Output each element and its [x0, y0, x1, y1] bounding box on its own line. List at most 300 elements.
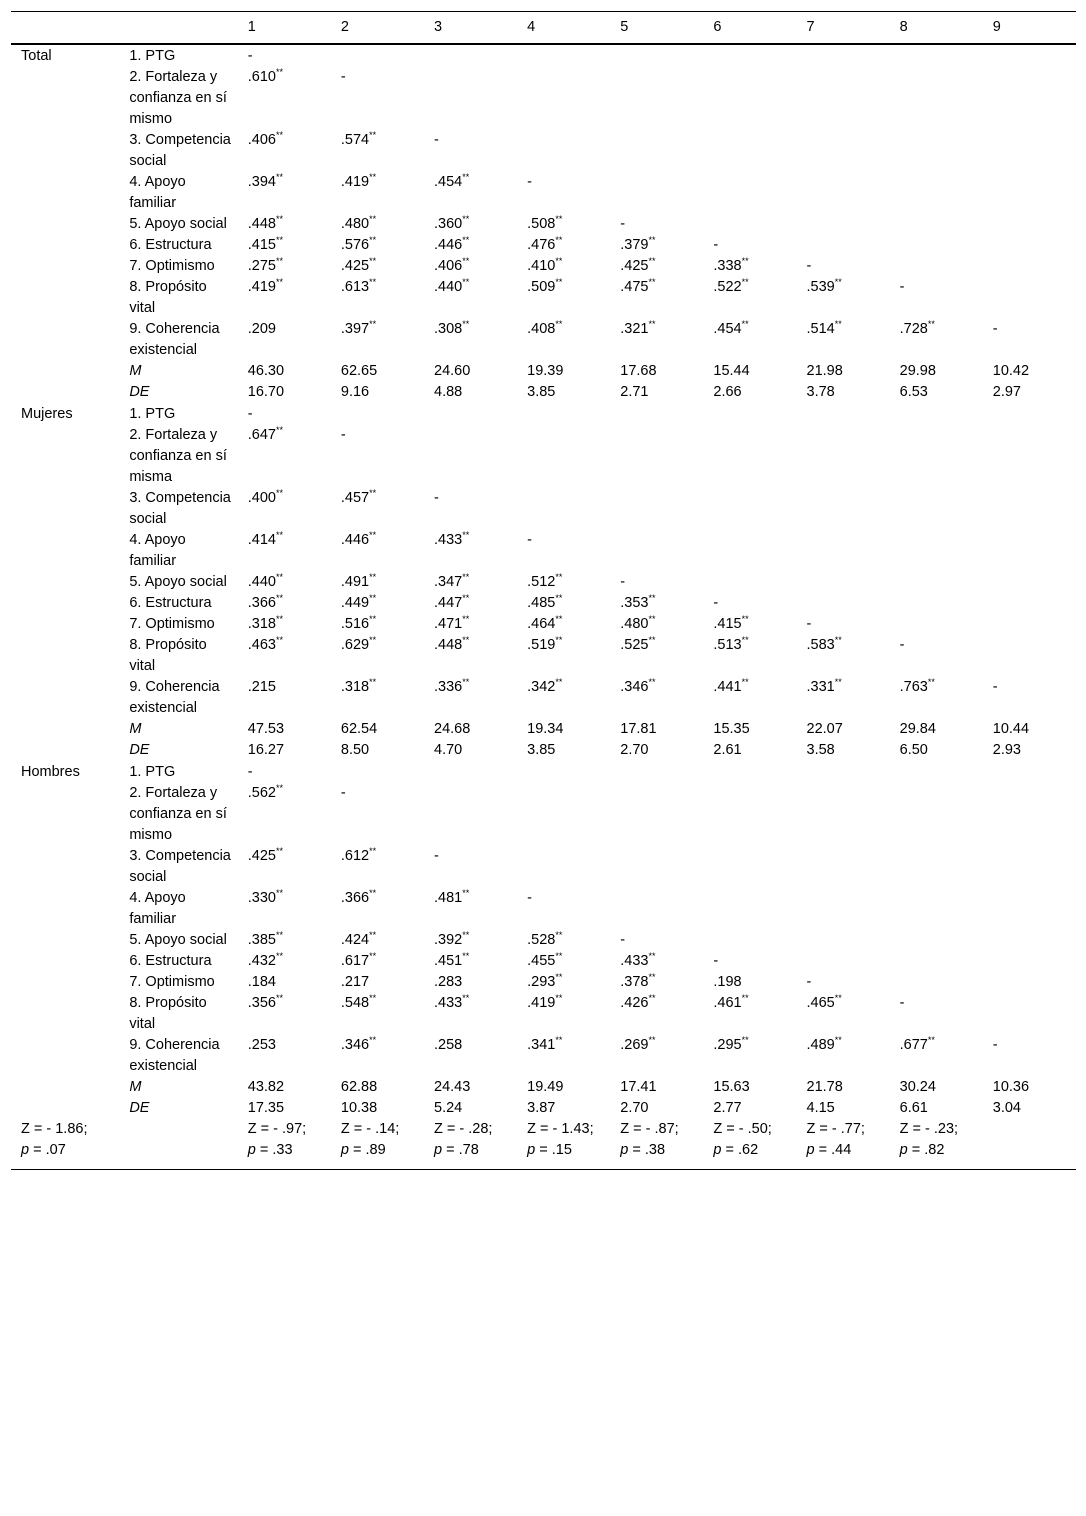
table-cell	[890, 277, 983, 319]
table-cell	[424, 1098, 517, 1119]
table-cell	[703, 425, 796, 488]
table-cell	[424, 425, 517, 488]
cell-value: 21.78	[806, 1078, 843, 1095]
cell-value: .448	[247, 215, 276, 232]
table-cell	[703, 572, 796, 593]
table-row	[11, 425, 1076, 488]
table-cell	[238, 488, 331, 530]
table-cell	[983, 130, 1076, 172]
table-cell	[238, 593, 331, 614]
table-cell	[424, 635, 517, 677]
significance-marker: **	[369, 487, 377, 498]
variable-label: 2. Fortaleza y confianza en sí mismo	[129, 784, 227, 843]
table-cell	[983, 67, 1076, 130]
cell-value: -	[713, 594, 719, 611]
significance-marker: **	[462, 234, 470, 245]
table-cell	[983, 214, 1076, 235]
table-cell	[424, 130, 517, 172]
table-cell	[238, 972, 331, 993]
cell-value: .198	[713, 973, 742, 990]
table-cell	[238, 719, 331, 740]
group-label	[11, 425, 119, 488]
variable-label: 8. Propósito vital	[129, 278, 207, 316]
table-cell	[238, 1077, 331, 1098]
table-row	[11, 530, 1076, 572]
table-row	[11, 44, 1076, 67]
cell-value: 62.65	[340, 362, 378, 379]
table-cell	[517, 361, 610, 382]
variable-label: 2. Fortaleza y confianza en sí mismo	[129, 68, 227, 127]
cell-value: .612	[340, 847, 370, 864]
cell-value: .728	[899, 320, 928, 337]
table-row	[11, 403, 1076, 425]
significance-marker: **	[555, 613, 563, 624]
cell-value: -	[527, 173, 532, 190]
table-cell: Z = - .50; p = .62	[703, 1119, 796, 1170]
group-label	[11, 1098, 119, 1119]
table-cell	[331, 972, 424, 993]
table-cell	[890, 614, 983, 635]
table-cell	[890, 972, 983, 993]
cell-value: 19.39	[527, 362, 564, 379]
cell-value: -	[620, 931, 626, 948]
cell-value: .426	[620, 994, 649, 1011]
table-row	[11, 972, 1076, 993]
table-cell	[331, 572, 424, 593]
table-cell: Z = - .77; p = .44	[797, 1119, 890, 1170]
table-cell	[797, 972, 890, 993]
table-cell	[331, 488, 424, 530]
table-cell	[424, 530, 517, 572]
table-cell	[238, 951, 331, 972]
table-row	[11, 172, 1076, 214]
table-cell: Z = - .14; p = .89	[331, 1119, 424, 1170]
significance-marker: **	[275, 782, 283, 793]
significance-marker: **	[369, 1034, 377, 1045]
table-cell	[119, 1119, 237, 1170]
cell-value: 2.93	[992, 741, 1021, 758]
table-cell	[610, 530, 703, 572]
cell-value: .461	[713, 994, 742, 1011]
significance-marker: **	[275, 992, 283, 1003]
table-cell	[238, 67, 331, 130]
group-label	[11, 361, 119, 382]
table-cell	[890, 1098, 983, 1119]
significance-marker: **	[462, 529, 470, 540]
cell-value: .330	[247, 889, 276, 906]
significance-marker: **	[369, 213, 377, 224]
table-row	[11, 1077, 1076, 1098]
table-cell	[797, 425, 890, 488]
table-cell	[331, 1077, 424, 1098]
table-cell	[797, 951, 890, 972]
significance-marker: **	[275, 634, 283, 645]
table-cell: Z = - .28; p = .78	[424, 1119, 517, 1170]
cell-value: 15.44	[713, 362, 750, 379]
cell-value: .583	[806, 636, 835, 653]
significance-marker: **	[648, 613, 656, 624]
significance-marker: **	[555, 1034, 563, 1045]
cell-value: .514	[806, 320, 835, 337]
significance-marker: **	[555, 592, 563, 603]
table-cell	[517, 256, 610, 277]
table-cell	[517, 951, 610, 972]
variable-label: 1. PTG	[129, 763, 176, 780]
variable-label: M	[129, 1078, 142, 1095]
significance-marker: **	[275, 255, 283, 266]
variable-label: 7. Optimismo	[129, 615, 215, 632]
cell-value: .215	[247, 678, 276, 695]
table-cell	[610, 403, 703, 425]
table-cell	[238, 214, 331, 235]
table-cell	[238, 993, 331, 1035]
significance-marker: **	[555, 676, 563, 687]
table-cell	[610, 382, 703, 403]
cell-value: .336	[434, 678, 463, 695]
table-cell	[890, 677, 983, 719]
significance-marker: **	[741, 613, 749, 624]
variable-label: DE	[129, 741, 150, 758]
cell-value: -	[899, 278, 905, 295]
table-cell: Z = - .97; p = .33	[238, 1119, 331, 1170]
cell-value: 30.24	[899, 1078, 936, 1095]
significance-marker: **	[555, 255, 563, 266]
cell-value: 3.85	[527, 383, 556, 400]
variable-label: 4. Apoyo familiar	[129, 889, 186, 927]
table-cell	[424, 593, 517, 614]
cell-value: .464	[527, 615, 556, 632]
variable-label: 8. Propósito vital	[129, 636, 207, 674]
significance-marker: **	[927, 676, 935, 687]
significance-marker: **	[648, 950, 656, 961]
table-cell	[890, 488, 983, 530]
table-cell	[331, 403, 424, 425]
significance-marker: **	[462, 950, 470, 961]
table-row	[11, 277, 1076, 319]
significance-marker: **	[369, 255, 377, 266]
column-header: 3	[424, 12, 517, 44]
significance-marker: **	[275, 487, 283, 498]
table-cell	[517, 972, 610, 993]
table-cell	[797, 530, 890, 572]
table-row	[11, 783, 1076, 846]
cell-value: .440	[434, 278, 463, 295]
cell-value: 5.24	[434, 1099, 463, 1116]
table-cell	[797, 1077, 890, 1098]
cell-value: .463	[247, 636, 276, 653]
variable-label: DE	[129, 383, 150, 400]
significance-marker: **	[462, 255, 470, 266]
table-cell	[890, 761, 983, 783]
table-cell	[238, 1098, 331, 1119]
cell-value: -	[620, 215, 626, 232]
group-label	[11, 572, 119, 593]
significance-marker: **	[648, 276, 656, 287]
p-value: .78	[458, 1141, 479, 1158]
group-label	[11, 319, 119, 361]
cell-value: .397	[340, 320, 370, 337]
table-cell	[424, 172, 517, 214]
variable-label: 4. Apoyo familiar	[129, 531, 186, 569]
table-row	[11, 593, 1076, 614]
table-cell	[424, 761, 517, 783]
cell-value: .338	[713, 257, 742, 274]
table-cell	[517, 67, 610, 130]
cell-value: -	[527, 531, 532, 548]
table-cell	[983, 930, 1076, 951]
variable-label: 9. Coherencia existencial	[129, 1036, 220, 1074]
table-cell	[610, 993, 703, 1035]
cell-value: .293	[527, 973, 556, 990]
z-value: Z = - .28;	[434, 1120, 493, 1137]
table-cell	[797, 172, 890, 214]
cell-value: 17.81	[620, 720, 657, 737]
significance-marker: **	[741, 992, 749, 1003]
table-cell	[331, 256, 424, 277]
table-cell	[890, 930, 983, 951]
table-cell	[797, 319, 890, 361]
cell-value: .308	[434, 320, 463, 337]
table-cell	[610, 425, 703, 488]
table-cell	[517, 1098, 610, 1119]
table-cell	[703, 361, 796, 382]
table-cell	[610, 319, 703, 361]
table-cell	[703, 403, 796, 425]
cell-value: 4.70	[434, 741, 463, 758]
table-cell	[703, 614, 796, 635]
cell-value: 9.16	[340, 383, 370, 400]
significance-marker: **	[369, 571, 377, 582]
table-row	[11, 993, 1076, 1035]
cell-value: .410	[527, 257, 556, 274]
table-cell	[610, 593, 703, 614]
cell-value: .414	[247, 531, 276, 548]
cell-value: -	[713, 952, 719, 969]
group-label	[11, 677, 119, 719]
significance-marker: **	[275, 929, 283, 940]
table-cell	[331, 719, 424, 740]
p-value: .07	[45, 1141, 66, 1158]
group-label	[11, 1035, 119, 1077]
significance-marker: **	[741, 676, 749, 687]
cell-value: .425	[340, 257, 370, 274]
table-cell	[424, 951, 517, 972]
cell-value: .451	[434, 952, 463, 969]
table-cell	[703, 930, 796, 951]
table-row	[11, 130, 1076, 172]
group-label	[11, 593, 119, 614]
cell-value: 6.61	[899, 1099, 928, 1116]
z-value: Z = - .14;	[340, 1120, 400, 1137]
group-label	[11, 488, 119, 530]
column-header	[119, 12, 237, 44]
table-cell	[797, 593, 890, 614]
table-cell	[797, 1098, 890, 1119]
cell-value: .433	[434, 531, 463, 548]
cell-value: .433	[620, 952, 649, 969]
significance-marker: **	[369, 234, 377, 245]
table-row	[11, 930, 1076, 951]
table-cell	[797, 993, 890, 1035]
table-cell	[890, 993, 983, 1035]
table-row	[11, 846, 1076, 888]
table-row	[11, 382, 1076, 403]
cell-value: .610	[247, 68, 276, 85]
cell-value: 10.42	[992, 362, 1030, 379]
column-header: 8	[890, 12, 983, 44]
p-symbol: p	[899, 1141, 908, 1158]
table-row	[11, 256, 1076, 277]
table-cell	[703, 44, 796, 67]
cell-value: .525	[620, 636, 649, 653]
table-row	[11, 235, 1076, 256]
table-cell	[703, 740, 796, 761]
table-cell	[983, 172, 1076, 214]
table-cell	[797, 740, 890, 761]
significance-marker: **	[648, 592, 656, 603]
table-cell	[703, 235, 796, 256]
table-cell	[517, 572, 610, 593]
table-cell	[517, 425, 610, 488]
cell-value: 29.84	[899, 720, 936, 737]
significance-marker: **	[369, 529, 377, 540]
p-symbol: p	[247, 1141, 256, 1158]
group-label	[11, 530, 119, 572]
table-cell	[238, 277, 331, 319]
table-cell	[517, 44, 610, 67]
table-cell	[517, 719, 610, 740]
table-cell	[797, 572, 890, 593]
significance-marker: **	[834, 992, 842, 1003]
table-cell	[983, 44, 1076, 67]
cell-value: .480	[340, 215, 370, 232]
table-cell: Z = - .23; p = .82	[890, 1119, 983, 1170]
cell-value: .519	[527, 636, 556, 653]
table-row	[11, 888, 1076, 930]
significance-marker: **	[275, 129, 283, 140]
table-cell	[703, 635, 796, 677]
table-cell	[983, 319, 1076, 361]
z-value: Z = - .23;	[899, 1120, 959, 1137]
table-cell	[890, 172, 983, 214]
cell-value: .441	[713, 678, 742, 695]
cell-value: .574	[340, 131, 370, 148]
table-cell	[331, 635, 424, 677]
table-cell	[331, 44, 424, 67]
table-cell	[424, 972, 517, 993]
cell-value: 46.30	[247, 362, 285, 379]
table-cell	[331, 888, 424, 930]
table-cell	[983, 572, 1076, 593]
z-value: Z = - 1.86;	[21, 1120, 88, 1137]
variable-label: M	[129, 720, 142, 737]
table-cell	[424, 319, 517, 361]
table-cell	[238, 44, 331, 67]
significance-marker: **	[834, 634, 842, 645]
table-cell	[890, 740, 983, 761]
cell-value: .576	[340, 236, 370, 253]
cell-value: .548	[340, 994, 370, 1011]
table-cell	[610, 172, 703, 214]
table-cell	[517, 319, 610, 361]
table-cell	[610, 740, 703, 761]
table-cell	[797, 761, 890, 783]
table-cell	[983, 888, 1076, 930]
significance-marker: **	[648, 318, 656, 329]
group-label	[11, 993, 119, 1035]
table-cell	[890, 1035, 983, 1077]
column-header: 5	[610, 12, 703, 44]
cell-value: .476	[527, 236, 556, 253]
table-cell	[703, 677, 796, 719]
table-cell	[238, 930, 331, 951]
significance-marker: **	[834, 1034, 842, 1045]
group-label: Mujeres	[21, 405, 73, 422]
significance-marker: **	[275, 66, 283, 77]
variable-label: 8. Propósito vital	[129, 994, 207, 1032]
cell-value: 15.63	[713, 1078, 750, 1095]
table-cell	[890, 361, 983, 382]
cell-value: -	[992, 320, 998, 337]
p-symbol: p	[434, 1141, 443, 1158]
cell-value: 17.35	[247, 1099, 285, 1116]
table-cell	[890, 44, 983, 67]
table-cell	[610, 235, 703, 256]
variable-label: 5. Apoyo social	[129, 931, 227, 948]
significance-marker: **	[275, 887, 283, 898]
table-cell	[238, 130, 331, 172]
table-cell	[517, 488, 610, 530]
table-cell	[517, 740, 610, 761]
significance-marker: **	[648, 234, 656, 245]
p-symbol: p	[620, 1141, 629, 1158]
table-row	[11, 214, 1076, 235]
table-cell	[610, 44, 703, 67]
cell-value: 15.35	[713, 720, 750, 737]
table-cell	[983, 719, 1076, 740]
group-label	[11, 235, 119, 256]
variable-label: 3. Competencia social	[129, 489, 231, 527]
table-cell	[238, 888, 331, 930]
table-cell	[424, 930, 517, 951]
table-cell	[424, 846, 517, 888]
table-cell	[703, 993, 796, 1035]
cell-value: .489	[806, 1036, 835, 1053]
table-cell	[890, 235, 983, 256]
significance-marker: **	[555, 971, 563, 982]
p-value: .38	[644, 1141, 666, 1158]
cell-value: .480	[620, 615, 649, 632]
table-cell	[424, 44, 517, 67]
significance-marker: **	[275, 424, 283, 435]
table-cell: Z = - .87; p = .38	[610, 1119, 703, 1170]
table-cell	[610, 277, 703, 319]
table-cell	[517, 277, 610, 319]
significance-marker: **	[369, 992, 377, 1003]
table-cell	[610, 488, 703, 530]
table-cell	[983, 677, 1076, 719]
z-value: Z = - .50;	[713, 1120, 772, 1137]
cell-value: .512	[527, 573, 556, 590]
table-cell	[610, 361, 703, 382]
table-cell	[331, 425, 424, 488]
significance-marker: **	[275, 276, 283, 287]
table-cell	[703, 382, 796, 403]
cell-value: 6.53	[899, 383, 928, 400]
table-cell	[797, 1035, 890, 1077]
table-row	[11, 614, 1076, 635]
significance-marker: **	[369, 845, 377, 856]
